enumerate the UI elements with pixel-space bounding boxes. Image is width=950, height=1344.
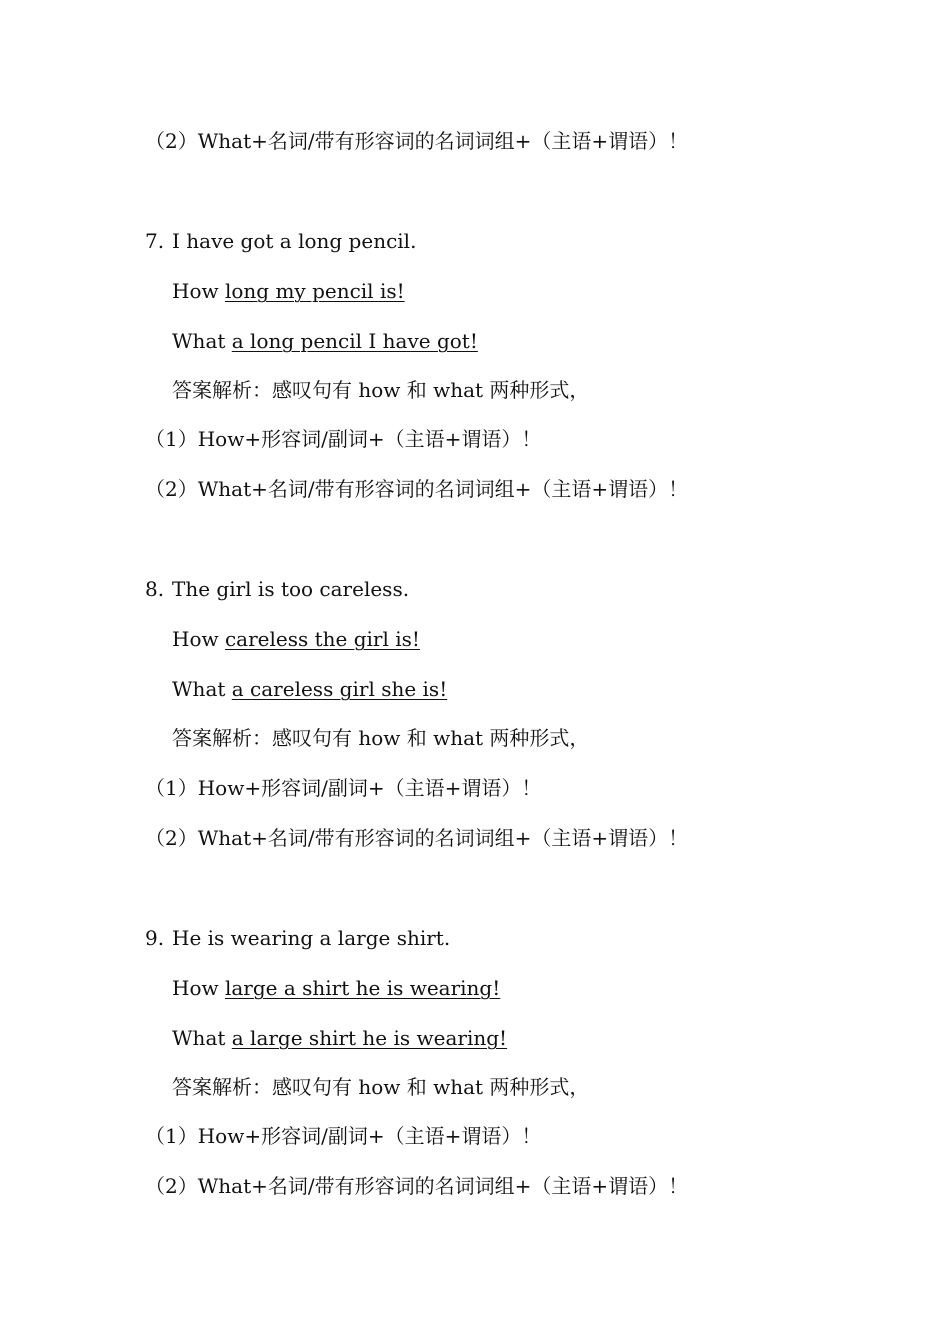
question-number: 8. — [145, 577, 165, 601]
what-answer: a long pencil I have got! — [231, 329, 478, 353]
question-8-sentence — [145, 576, 409, 602]
question-9-rule-1: （1）How+形容词/副词+（主语+谓语）！ — [145, 1124, 542, 1148]
how-answer: careless the girl is! — [224, 627, 420, 651]
top-rule-line: （2）What+名词/带有形容词的名词词组+（主语+谓语）！ — [145, 129, 689, 153]
how-answer: long my pencil is! — [224, 279, 405, 303]
question-8-what-line — [172, 676, 447, 702]
question-9-what-line — [172, 1025, 507, 1051]
question-7-analysis: 答案解析：感叹句有 how 和 what 两种形式， — [172, 378, 590, 402]
what-answer: a large shirt he is wearing! — [231, 1026, 508, 1050]
question-9-rule-2: （2）What+名词/带有形容词的名词词组+（主语+谓语）！ — [145, 1174, 689, 1198]
question-number: 7. — [145, 229, 165, 253]
how-answer: large a shirt he is wearing! — [224, 976, 501, 1000]
question-7-how-line — [172, 278, 405, 304]
question-8-rule-2: （2）What+名词/带有形容词的名词词组+（主语+谓语）！ — [145, 826, 689, 850]
question-8-how-line — [172, 626, 420, 652]
how-prefix: How — [172, 279, 219, 303]
question-7-what-line — [172, 328, 478, 354]
what-prefix: What — [172, 677, 226, 701]
what-answer: a careless girl she is! — [231, 677, 448, 701]
question-9-sentence — [145, 925, 450, 951]
question-7-sentence — [145, 228, 416, 254]
question-sentence: He is wearing a large shirt. — [172, 926, 451, 950]
question-number: 9. — [145, 926, 165, 950]
what-prefix: What — [172, 1026, 226, 1050]
question-sentence: The girl is too careless. — [172, 577, 410, 601]
how-prefix: How — [172, 627, 219, 651]
question-8-rule-1: （1）How+形容词/副词+（主语+谓语）！ — [145, 776, 542, 800]
question-7-rule-2: （2）What+名词/带有形容词的名词词组+（主语+谓语）！ — [145, 477, 689, 501]
how-prefix: How — [172, 976, 219, 1000]
question-9-how-line — [172, 975, 500, 1001]
what-prefix: What — [172, 329, 226, 353]
question-sentence: I have got a long pencil. — [172, 229, 417, 253]
question-7-rule-1: （1）How+形容词/副词+（主语+谓语）！ — [145, 427, 542, 451]
question-8-analysis: 答案解析：感叹句有 how 和 what 两种形式， — [172, 726, 590, 750]
question-9-analysis: 答案解析：感叹句有 how 和 what 两种形式， — [172, 1075, 590, 1099]
